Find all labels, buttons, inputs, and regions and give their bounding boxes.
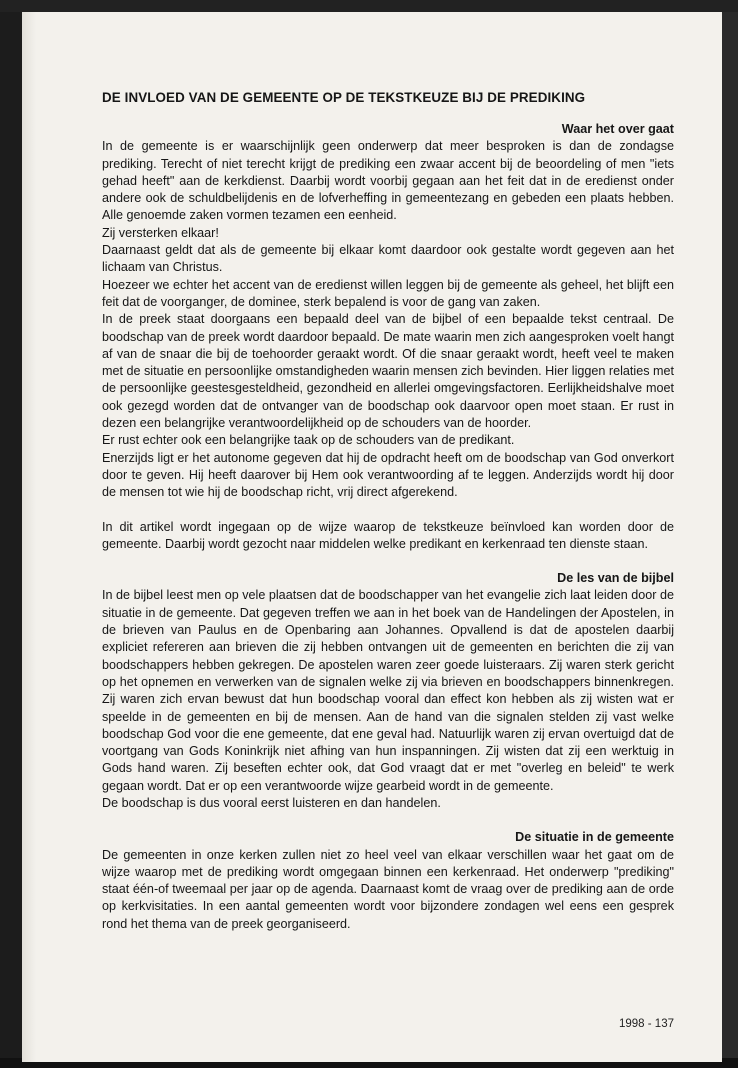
page-number: 1998 - 137 xyxy=(619,1018,674,1030)
paragraph: De boodschap is dus vooral eerst luisteren en dan handelen. xyxy=(102,795,441,810)
article-body xyxy=(102,90,674,933)
section-gap xyxy=(102,553,674,570)
document-page xyxy=(22,12,722,1062)
paragraph: In dit artikel wordt ingegaan op de wijze waarop de tekstkeuze beïnvloed kan worden door de gemeente. Daarbij wordt gezocht naar middelen welke predikant en kerkenraad ten dienste staan. xyxy=(102,519,674,551)
paragraph: Hoezeer we echter het accent van de eredienst willen leggen bij de gemeente als geheel, het blijft een feit dat de voorganger, de dominee, sterk bepalend is voor de gang van zaken. xyxy=(102,277,674,309)
section-waar-het-over-gaat xyxy=(102,121,674,553)
section-heading: Waar het over gaat xyxy=(561,122,674,136)
scan-right-edge xyxy=(722,12,738,1068)
paragraph: In de preek staat doorgaans een bepaald deel van de bijbel of een bepaalde tekst centraal. De boodschap van de preek wordt daardoor bepaald. De mate waarin men zich aangesproken voelt hangt af van de snaar die bij de toehoorder geraakt wordt. Of die snaar geraakt wordt, heeft veel te maken met de situatie en persoonlijke omstandigheden waarin mensen zich bevinden. Hier liggen relaties met de persoonlijke geestesgesteldheid, gezondheid en allerlei omgevingsfactoren. Eerlijkheidshalve moet ook gezegd worden dat de ontvanger van de boodschap ook daarvoor open moet staan. Er rust in dezen een belangrijke verantwoordelijkheid op de schouders van de hoorder. xyxy=(102,312,674,431)
section-de-les-van-de-bijbel xyxy=(102,570,674,812)
section-gap xyxy=(102,812,674,829)
paragraph: Zij versterken elkaar! xyxy=(102,225,219,240)
paragraph: In de bijbel leest men op vele plaatsen dat de boodschapper van het evangelie zich laat leiden door de situatie in de gemeente. Dat gegeven treffen we aan in het boek van de Handelingen der Apostelen, in de brieven van Paulus en de Openbaring aan Johannes. Opvallend is dat de apostelen daarbij expliciet refereren aan brieven die zij hebben ontvangen uit de gemeenten en berichten die zij van boodschappers hebben gekregen. De apostelen waren zeer goede luisteraars. Zij waren sterk gericht op het opnemen en verwerken van de signalen welke zij via brieven en boodschappers binnenkregen. Zij waren zich ervan bewust dat hun boodschap vooral dan effect kon hebben als zij wisten wat er speelde in de gemeenten en bij de mensen. Aan de hand van die signalen stelden zij vast welke boodschap God voor die ene gemeente, dat ene geval had. Natuurlijk waren zij ervan overtuigd dat de voortgang van Gods Koninkrijk niet afhing van hun inspanningen. Zij wisten dat zij een werktuig in Gods hand waren. Zij beseften echter ook, dat God vraagt dat er met "overleg en beleid" te werk gegaan wordt. Dat er op een verantwoorde wijze gearbeid wordt in de gemeente. xyxy=(102,588,674,793)
section-heading: De les van de bijbel xyxy=(557,571,674,586)
paragraph: Enerzijds ligt er het autonome gegeven dat hij de opdracht heeft om de boodschap van God onverkort door te geven. Hij heeft daarover bij Hem ook verantwoording af te leggen. Anderzijds wordt hij door de mensen tot wie hij de boodschap richt, vrij direct afgerekend. xyxy=(102,450,674,500)
paragraph: Er rust echter ook een belangrijke taak op de schouders van de predikant. xyxy=(102,433,515,448)
section-heading: De situatie in de gemeente xyxy=(515,830,674,845)
paragraph: De gemeenten in onze kerken zullen niet zo heel veel van elkaar verschillen waar het gaat om de wijze waarop met de prediking wordt omgegaan binnen een kerkenraad. Het onderwerp "prediking" staat één-of tweemaal per jaar op de agenda. Daarnaast komt de vraag over de prediking aan de orde op kerkvisitaties. In een aantal gemeenten wordt voor bijzondere zondagen wel eens een gesprek rond het thema van de preek georganiseerd. xyxy=(102,847,674,931)
paragraph: In de gemeente is er waarschijnlijk geen onderwerp dat meer besproken is dan de zondagse prediking. Terecht of niet terecht krijgt de prediking een zwaar accent bij de beoordeling of men "iets gehad heeft" aan de kerkdienst. Daarbij wordt voorbij gegaan aan het feit dat in de eredienst onder andere ook de schuldbelijdenis en de lofverheffing in gemeentezang en gebeden een plaats hebben. Alle genoemde zaken vormen tezamen een eenheid. xyxy=(102,139,674,223)
article-title: DE INVLOED VAN DE GEMEENTE OP DE TEKSTKEUZE BIJ DE PREDIKING xyxy=(102,90,586,105)
paragraph: Daarnaast geldt dat als de gemeente bij elkaar komt daardoor ook gestalte wordt gegeven aan het lichaam van Christus. xyxy=(102,243,674,275)
scan-top-border xyxy=(0,0,738,12)
paragraph-gap xyxy=(102,502,674,519)
section-de-situatie-in-de-gemeente xyxy=(102,829,674,933)
